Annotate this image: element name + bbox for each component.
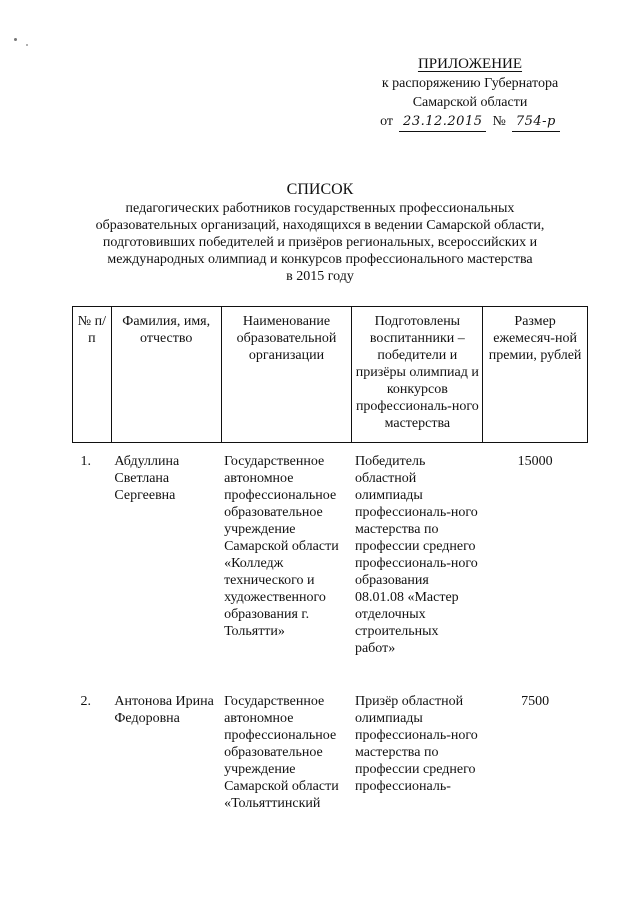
table-row — [73, 443, 588, 684]
appendix-line: к распоряжению Губернатора — [381, 76, 559, 91]
header-number: № п/п — [73, 307, 112, 443]
subtitle-line: подготовивших победителей и призёров региональных, всероссийских и — [102, 235, 538, 250]
subtitle-line: педагогических работников государственных профессиональных — [125, 201, 515, 216]
table-row — [73, 683, 588, 812]
subtitle-line: в 2015 году — [286, 269, 354, 284]
cell-achievement: Победитель областной олимпиады профессиональ-ного мастерства по профессии среднего профессиональ-ного образования 08.01.08 «Мастер отделочных строительных работ» — [354, 454, 478, 656]
cell-number: 2. — [80, 694, 91, 709]
cell-name: Абдуллина Светлана Сергеевна — [114, 454, 180, 503]
from-label: от — [380, 114, 394, 129]
header-name: Фамилия, имя, отчество — [111, 307, 221, 443]
table-header-row — [73, 307, 588, 443]
subtitle-line: образовательных организаций, находящихся в ведении Самарской области, — [95, 218, 545, 233]
cell-achievement: Призёр областной олимпиады профессиональ-ного мастерства по профессии среднего профессиональ- — [354, 694, 478, 794]
staff-table — [72, 306, 588, 812]
appendix-title: ПРИЛОЖЕНИЕ — [417, 56, 523, 72]
number-label: № — [492, 114, 506, 129]
scan-speck — [14, 38, 17, 41]
subtitle-line: международных олимпиад и конкурсов профессионального мастерства — [107, 252, 533, 267]
appendix-block — [350, 55, 590, 132]
scan-speck — [26, 44, 28, 46]
handwritten-date: 23.12.2015 — [399, 112, 486, 132]
document-title: СПИСОК — [286, 181, 354, 198]
cell-number: 1. — [80, 454, 91, 469]
appendix-line: Самарской области — [412, 95, 528, 110]
header-achievement: Подготовлены воспитанники – победители и призёры олимпиад и конкурсов профессиональ-ного мастерства — [352, 307, 483, 443]
header-organization: Наименование образовательной организации — [221, 307, 352, 443]
cell-prize: 15000 — [517, 454, 553, 469]
appendix-date-number — [350, 112, 590, 132]
cell-prize: 7500 — [521, 694, 550, 709]
cell-organization: Государственное автономное профессиональное образовательное учреждение Самарской области «Колледж технического и художественного образования г. Тольятти» — [224, 454, 339, 639]
cell-organization: Государственное автономное профессиональное образовательное учреждение Самарской области «Тольяттинский — [224, 694, 339, 811]
header-prize: Размер ежемесяч-ной премии, рублей — [483, 307, 588, 443]
document-heading — [0, 180, 640, 285]
handwritten-number: 754-р — [512, 112, 560, 132]
cell-name: Антонова Ирина Федоровна — [114, 694, 214, 726]
